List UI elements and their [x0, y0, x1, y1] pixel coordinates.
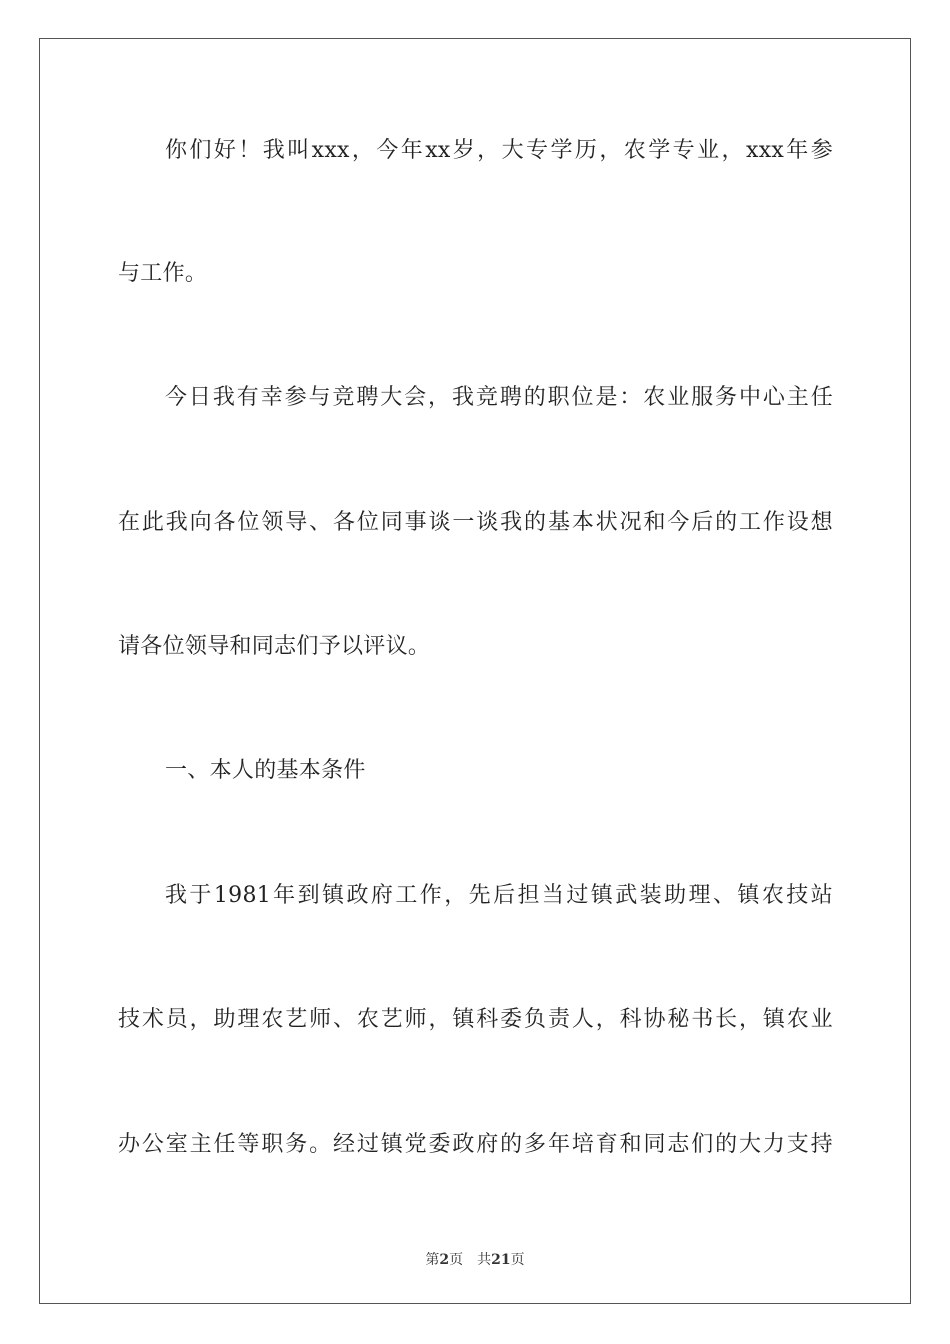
- paragraph-line-8: 技术员，助理农艺师、农艺师，镇科委负责人，科协秘书长，镇农业: [118, 1007, 833, 1032]
- footer-page-suffix: 页: [449, 1252, 464, 1268]
- footer-page-prefix: 第: [425, 1252, 440, 1268]
- paragraph-line-5: 请各位领导和同志们予以评议。: [118, 634, 431, 659]
- page-frame: [39, 38, 911, 1304]
- footer-total-prefix: 共: [477, 1252, 492, 1268]
- paragraph-line-4: 在此我向各位领导、各位同事谈一谈我的基本状况和今后的工作设想: [118, 510, 833, 535]
- footer-total-suffix: 页: [510, 1252, 525, 1268]
- footer-total-pages: 21: [491, 1252, 511, 1268]
- paragraph-line-3: 今日我有幸参与竞聘大会，我竞聘的职位是：农业服务中心主任: [165, 385, 833, 410]
- paragraph-line-1: 你们好！我叫xxx，今年xx岁，大专学历，农学专业，xxx年参: [165, 138, 833, 163]
- page-footer: [0, 1249, 950, 1269]
- section-heading: 一、本人的基本条件: [165, 758, 366, 783]
- paragraph-line-2: 与工作。: [118, 261, 208, 286]
- footer-page-number: 2: [439, 1252, 450, 1268]
- paragraph-line-7: 我于1981年到镇政府工作，先后担当过镇武装助理、镇农技站: [165, 883, 833, 908]
- paragraph-line-9: 办公室主任等职务。经过镇党委政府的多年培育和同志们的大力支持: [118, 1132, 833, 1157]
